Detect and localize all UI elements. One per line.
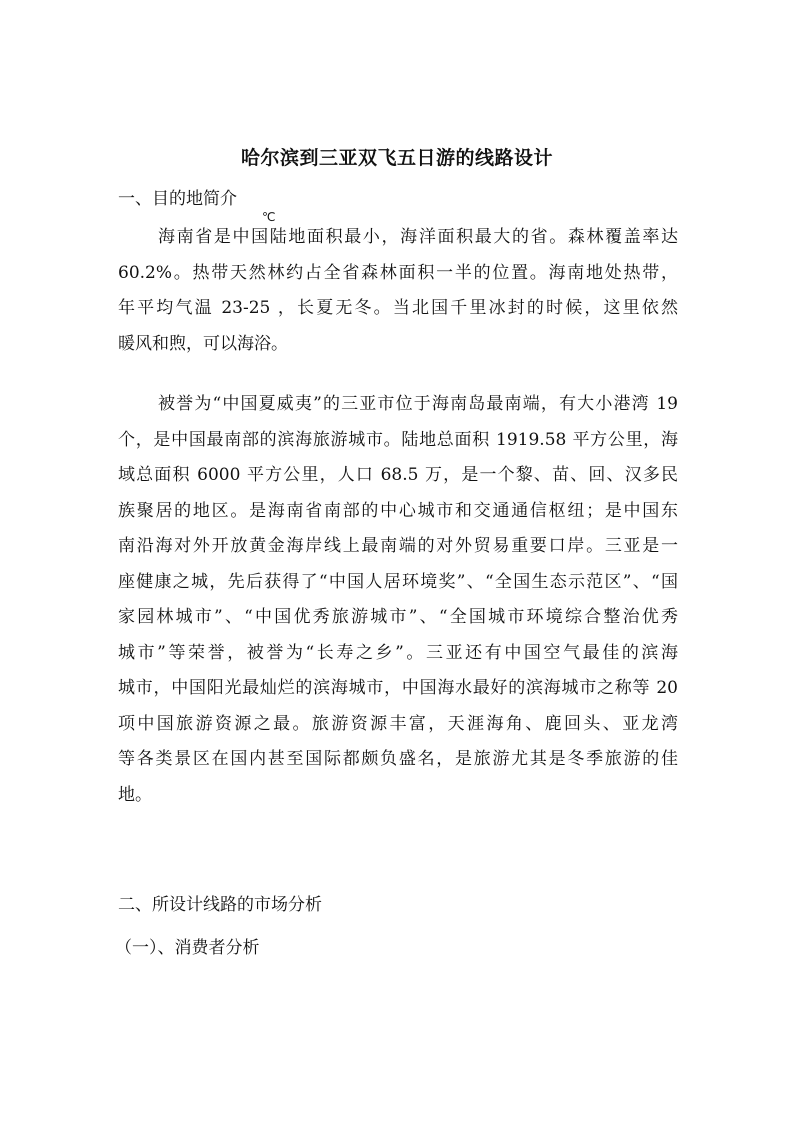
paragraph-1 bbox=[118, 220, 678, 362]
paragraph-line: 个，是中国最南部的滨海旅游城市。陆地总面积 1919.58 平方公里，海 bbox=[118, 429, 678, 450]
paragraph-line: 座健康之城，先后获得了“中国人居环境奖”、“全国生态示范区”、“国 bbox=[118, 571, 678, 592]
document-title: 哈尔滨到三亚双飞五日游的线路设计 bbox=[240, 147, 553, 169]
paragraph-line: 家园林城市”、“中国优秀旅游城市”、“全国城市环境综合整治优秀 bbox=[118, 607, 678, 627]
subsection-heading-1: （一）、消费者分析 bbox=[115, 938, 260, 958]
paragraph-line: 60.2%。热带天然林约占全省森林面积一半的位置。海南地处热带， bbox=[118, 262, 678, 283]
paragraph-line: 族聚居的地区。是海南省南部的中心城市和交通通信枢纽；是中国东 bbox=[118, 500, 678, 521]
paragraph-line: 城市”等荣誉，被誉为“长寿之乡”。三亚还有中国空气最佳的滨海 bbox=[118, 642, 678, 663]
paragraph-line: 年平均气温 23-25 ，长夏无冬。当北国千里冰封的时候，这里依然 bbox=[118, 298, 678, 318]
paragraph-line: 被誉为“中国夏威夷”的三亚市位于海南岛最南端，有大小港湾 19 bbox=[158, 394, 678, 414]
paragraph-line: 城市，中国阳光最灿烂的滨海城市，中国海水最好的滨海城市之称等 20 bbox=[118, 678, 678, 698]
section-heading-2: 二、所设计线路的市场分析 bbox=[118, 895, 322, 915]
paragraph-line: 地。 bbox=[118, 784, 152, 805]
paragraph-2 bbox=[118, 387, 678, 813]
paragraph-line: 暖风和煦，可以海浴。 bbox=[118, 333, 288, 354]
paragraph-line: 项中国旅游资源之最。旅游资源丰富，天涯海角、鹿回头、亚龙湾 bbox=[118, 713, 678, 734]
paragraph-line: 等各类景区在国内甚至国际都颇负盛名，是旅游尤其是冬季旅游的佳 bbox=[118, 749, 678, 769]
section-heading-1: 一、目的地简介 bbox=[118, 189, 237, 209]
paragraph-line: 海南省是中国陆地面积最小，海洋面积最大的省。森林覆盖率达 bbox=[158, 227, 678, 247]
paragraph-line: 南沿海对外开放黄金海岸线上最南端的对外贸易重要口岸。三亚是一 bbox=[118, 536, 678, 556]
paragraph-line: 域总面积 6000 平方公里，人口 68.5 万，是一个黎、苗、回、汉多民 bbox=[118, 465, 678, 485]
celsius-symbol: ℃ bbox=[262, 210, 276, 224]
